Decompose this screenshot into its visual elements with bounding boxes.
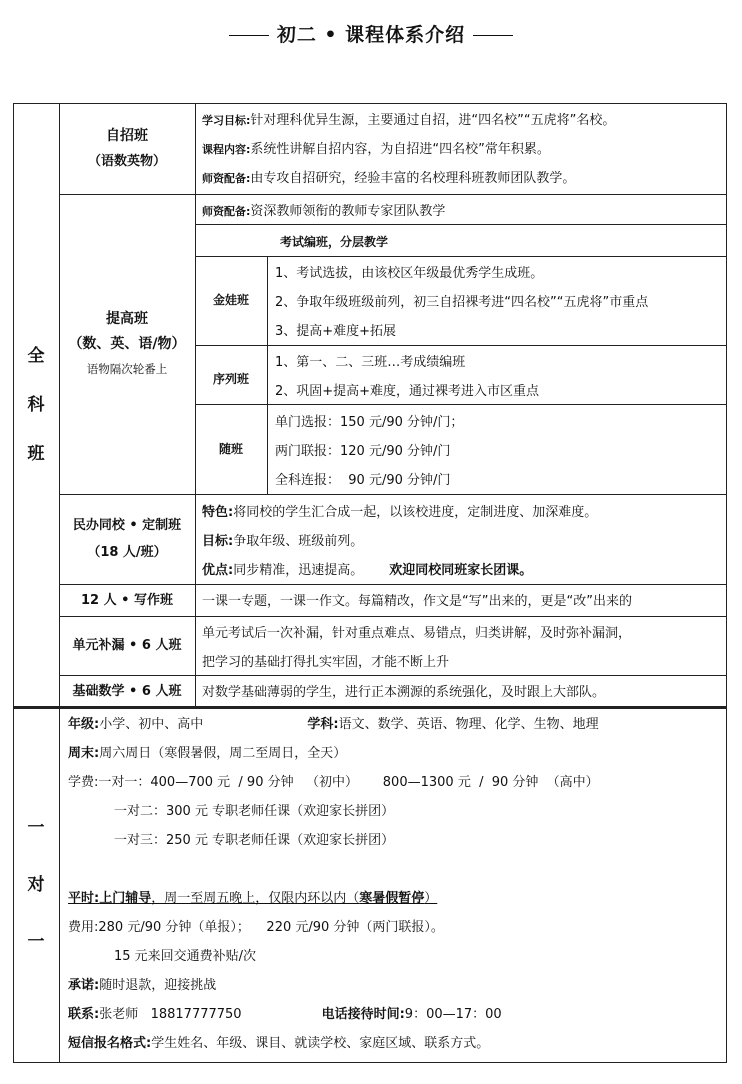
tigao-name-cell (59, 194, 195, 494)
jinwa-lines (275, 265, 648, 352)
suiban-name-cell (195, 404, 267, 494)
tigao-shizi: 师资配备:资深教师领衔的教师专家团队教学 (202, 204, 446, 219)
xulie-line: 2、巩固+提高+难度，通过裸考进入市区重点 (275, 384, 540, 399)
title-dash-right (473, 35, 513, 36)
tigao-name: 提高班 (106, 310, 148, 327)
danyuan-name-cell (59, 616, 195, 675)
zizhao-sub: （语数英物） (87, 153, 166, 169)
fee-row-2: 一对二：300 元 专职老师任课（欢迎家长拼团） (114, 804, 395, 819)
jinwa-line: 1、考试选拔，由该校区年级最优秀学生成班。 (275, 266, 544, 281)
fee-row-3: 一对三：250 元 专职老师任课（欢迎家长拼团） (114, 833, 395, 848)
suiban-line: 两门联报：120 元/90 分钟/门 (275, 444, 451, 459)
jichu-name: 基础数学 • 6 人班 (72, 683, 182, 699)
weekend-row: 周末:周六周日（寒假暑假，周二至周日，全天） (68, 746, 347, 761)
jinwa-line: 2、争取年级班级前列，初三自招裸考进“四名校”“五虎将”市重点 (275, 295, 649, 310)
jinwa-name-cell (195, 256, 267, 345)
zizhao-details (202, 112, 722, 199)
xiezuo-text: 一课一专题，一课一作文。每篇精改，作文是“写”出来的，更是“改”出来的 (202, 594, 632, 609)
minban-row: 优点:同步精准，迅速提高。 欢迎同校同班家长团课。 (202, 563, 533, 578)
zizhao-row: 课程内容:系统性讲解自招内容，为自招进“四名校”常年积累。 (202, 142, 550, 157)
zizhao-row: 学习目标:针对理科优异生源，主要通过自招，进“四名校”“五虎将”名校。 (202, 113, 616, 128)
transport-row: 15 元来回交通费补贴/次 (114, 949, 257, 964)
fee-row-1: 学费:一对一：400—700 元 / 90 分钟 （初中） 800—1300 元 / 90 分钟 （高中） (68, 775, 599, 790)
contact-row: 联系:张老师 18817777750 电话接待时间:9：00—17：00 (68, 1007, 502, 1022)
xiezuo-name-cell (59, 584, 195, 616)
yiduiyi-side-label: 一 对 一 (27, 817, 45, 952)
minban-name: 民办同校 • 定制班 (72, 518, 182, 533)
xulie-lines (275, 354, 539, 412)
grade-row: 年级:小学、初中、高中 学科:语文、数学、英语、物理、化学、生物、地理 (68, 717, 599, 732)
jichu-text: 对数学基础薄弱的学生，进行正本溯源的系统强化，及时跟上大部队。 (202, 685, 606, 700)
zizhao-name: 自招班 (106, 127, 148, 144)
minban-name-cell (59, 494, 195, 584)
tigao-sub: （数、英、语/物） (68, 335, 186, 352)
zizhao-name-cell (59, 103, 195, 194)
danyuan-line: 把学习的基础打得扎实牢固，才能不断上升 (202, 655, 450, 670)
danyuan-line: 单元考试后一次补漏，针对重点难点、易错点，归类讲解，及时弥补漏洞， (202, 626, 632, 641)
jinwa-line: 3、提高+难度+拓展 (275, 324, 397, 339)
page-title (0, 20, 742, 47)
suiban-line: 全科连报： 90 元/90 分钟/门 (275, 473, 451, 488)
sms-row: 短信报名格式:学生姓名、年级、课目、就读学校、家庭区域、联系方式。 (68, 1036, 490, 1051)
minban-sub: （18 人/班） (87, 545, 167, 560)
cost-row: 费用:280 元/90 分钟（单报）； 220 元/90 分钟（两门联报）。 (68, 920, 444, 935)
title-dash-left (229, 35, 269, 36)
xulie-name-cell (195, 345, 267, 404)
suiban-lines (275, 414, 463, 501)
danyuan-lines (202, 625, 631, 683)
zizhao-row: 师资配备:由专攻自招研究，经验丰富的名校理科班教师团队教学。 (202, 171, 576, 186)
minban-details (202, 504, 597, 591)
danyuan-name: 单元补漏 • 6 人班 (72, 638, 182, 653)
jinwa-name: 金娃班 (212, 293, 249, 307)
suiban-line: 单门选报：150 元/90 分钟/门； (275, 415, 464, 430)
weekday-row: 平时:上门辅导，周一至周五晚上，仅限内环以内（寒暑假暂停） (68, 891, 438, 906)
quanke-side-label: 全 科 班 (27, 345, 45, 464)
minban-row: 目标:争取年级、班级前列。 (202, 534, 364, 549)
suiban-name: 随班 (218, 441, 243, 456)
xulie-line: 1、第一、二、三班…考成绩编班 (275, 355, 466, 370)
tigao-exam-note: 考试编班，分层教学 (280, 235, 389, 249)
title-text: 初二 • 课程体系介绍 (276, 24, 466, 46)
promise-row: 承诺:随时退款，迎接挑战 (68, 978, 217, 993)
minban-row: 特色:将同校的学生汇合成一起，以该校进度，定制进度、加深难度。 (202, 505, 598, 520)
jichu-name-cell (59, 675, 195, 707)
tigao-note: 语物隔次轮番上 (86, 361, 168, 376)
xiezuo-name: 12 人 • 写作班 (81, 592, 173, 608)
yiduiyi-content (68, 716, 723, 1064)
xulie-name: 序列班 (212, 372, 249, 386)
